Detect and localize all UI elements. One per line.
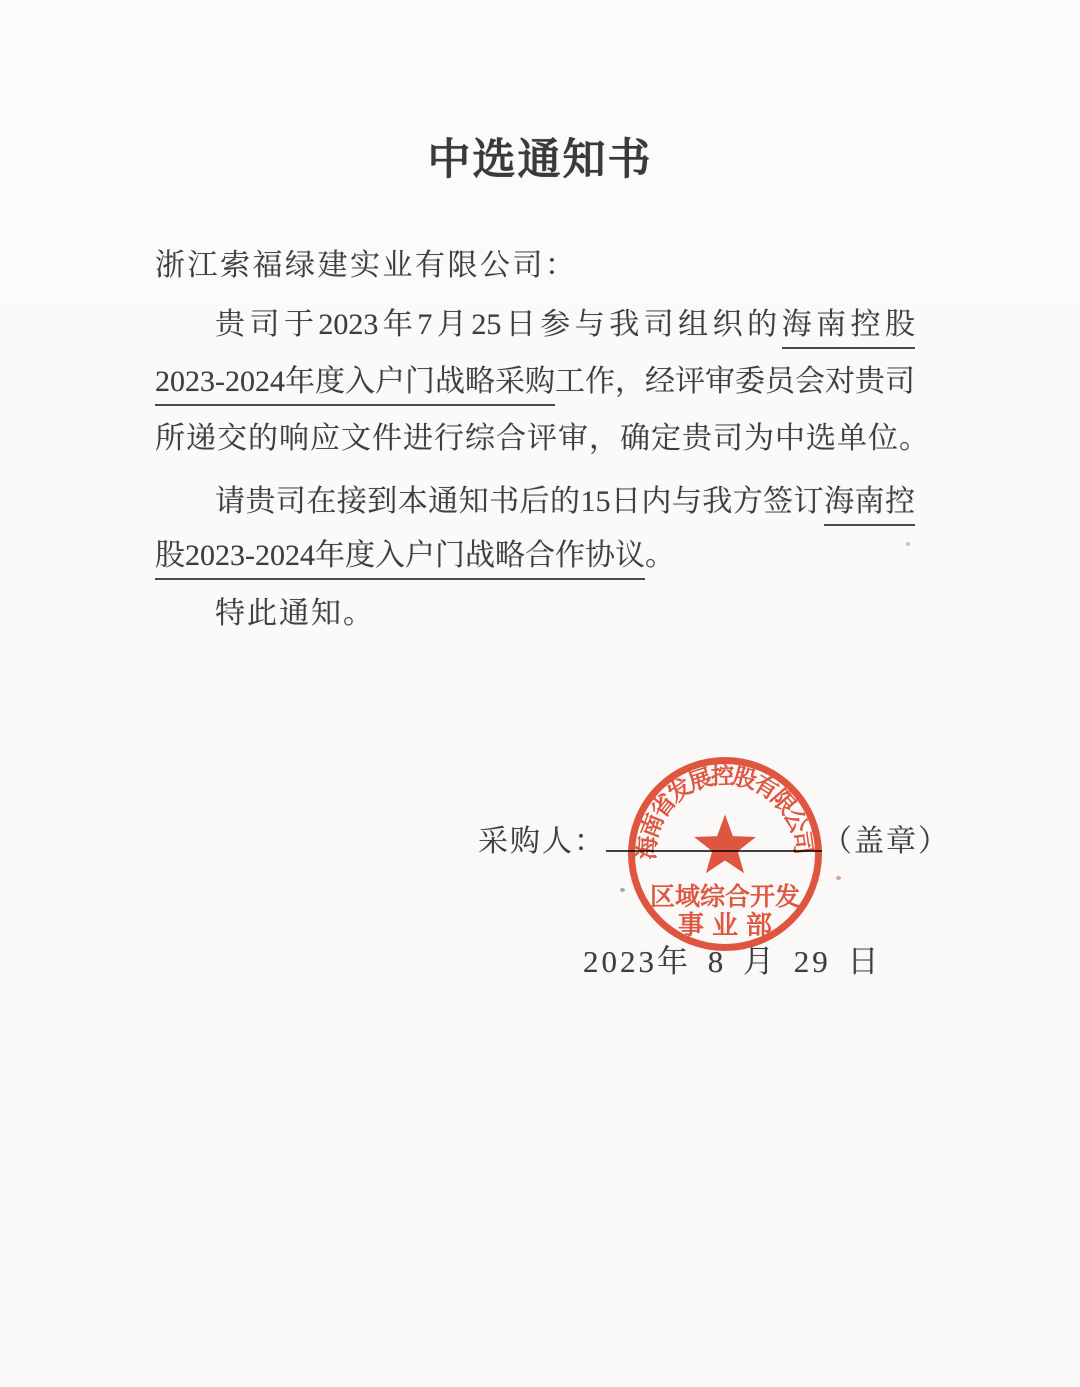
company-stamp [610,742,840,972]
star-icon [694,815,756,874]
scan-speck [836,876,841,880]
stamp-dept-line2: 事业部 [678,911,772,940]
para1-line2-underlined-text: 2023-2024年度入户门战略采购 [155,365,555,406]
para2-line1-text: 请贵司在接到本通知书后的15日内与我方签订 [215,485,825,518]
scan-speck [620,888,625,892]
para1-line3: 所递交的响应文件进行综合评审，确定贵司为中选单位。 [155,422,930,455]
para1-line1 [155,303,915,347]
recipient-line: 浙江索福绿建实业有限公司： [155,249,578,282]
scan-speck [906,542,910,546]
para2-line2-text: 。 [645,539,675,572]
page-title: 中选通知书 [427,137,653,184]
date-line: 2023年 8 月 29 日 [583,944,882,979]
stamp-dept-line1: 区域综合开发 [650,884,800,911]
para1-line1-underlined-text: 海南控股 [782,308,915,349]
purchaser-label: 采购人： [478,825,606,858]
seal-note: （盖章） [822,825,950,858]
para2-line1 [155,480,915,524]
para1-line2-text: 工作，经评审委员会对贵司 [555,365,915,398]
para2-line2-underlined-text: 股2023-2024年度入户门战略合作协议 [155,539,645,580]
para2-line2 [155,534,915,578]
stamp-company-arc: 海南省发展控股有限公司 [634,763,816,861]
closing-line: 特此通知。 [215,597,375,630]
para1-line1-text: 贵司于2023年7月25日参与我司组织的 [215,308,782,341]
para1-line2 [155,360,915,404]
para2-line1-underlined-text: 海南控 [824,485,915,526]
